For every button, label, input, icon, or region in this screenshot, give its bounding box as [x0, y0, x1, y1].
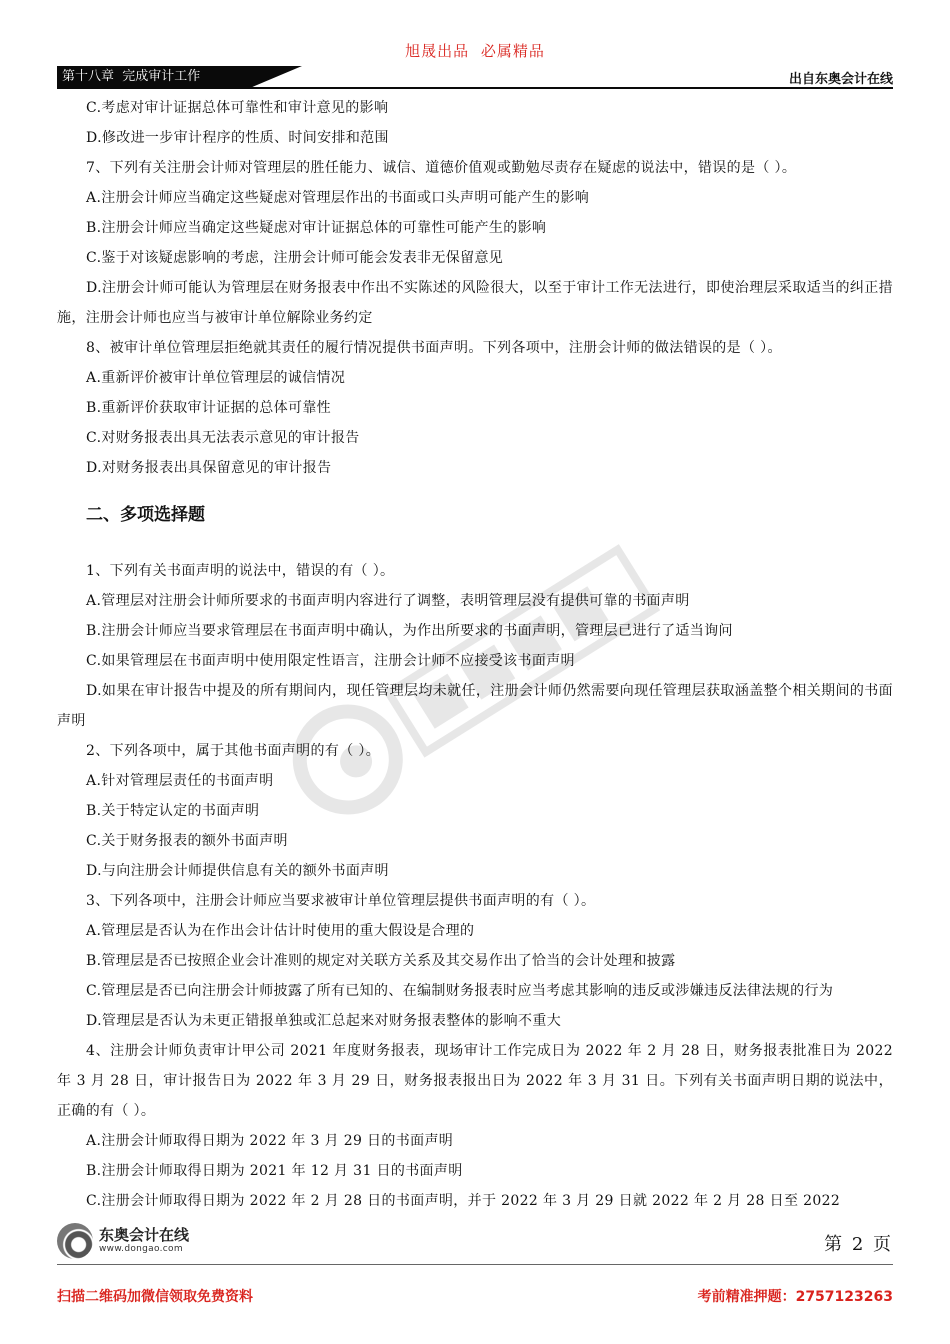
list-item: C.注册会计师取得日期为 2022 年 2 月 28 日的书面声明，并于 2022 年 3 月 29 日就 2022 年 2 月 28 日至 2022 — [86, 1193, 841, 1209]
dongao-logo-icon — [57, 1223, 93, 1259]
list-item: A.管理层是否认为在作出会计估计时使用的重大假设是合理的 — [86, 923, 475, 939]
list-item: D.注册会计师可能认为管理层在财务报表中作出不实陈述的风险很大，以至于审计工作无法进行，即使治理层采取适当的纠正措施，注册会计师也应当与被审计单位解除业务约定 — [57, 280, 893, 326]
list-item: C.对财务报表出具无法表示意见的审计报告 — [86, 430, 360, 446]
footer-logo — [57, 1221, 227, 1261]
top-banner: 旭晟出品 必属精品 — [405, 42, 545, 60]
section-title: 二、多项选择题 — [86, 505, 205, 525]
question-2: 2、下列各项中，属于其他书面声明的有（ ）。 — [86, 743, 381, 759]
logo-url: www.dongao.com — [99, 1244, 183, 1254]
list-item: D.与向注册会计师提供信息有关的额外书面声明 — [86, 863, 389, 879]
list-item: D.管理层是否认为未更正错报单独或汇总起来对财务报表整体的影响不重大 — [86, 1013, 562, 1029]
list-item: B.关于特定认定的书面声明 — [86, 803, 260, 819]
question-8: 8、被审计单位管理层拒绝就其责任的履行情况提供书面声明。下列各项中，注册会计师的做法错误的是（ ）。 — [86, 340, 782, 356]
list-item: A.管理层对注册会计师所要求的书面声明内容进行了调整，表明管理层没有提供可靠的书面声明 — [86, 593, 690, 609]
list-item: A.针对管理层责任的书面声明 — [86, 773, 274, 789]
list-item: C.管理层是否已向注册会计师披露了所有已知的、在编制财务报表时应当考虑其影响的违反或涉嫌违反法律法规的行为 — [86, 983, 834, 999]
list-item: A.注册会计师应当确定这些疑虑对管理层作出的书面或口头声明可能产生的影响 — [86, 190, 590, 206]
question-7: 7、下列有关注册会计师对管理层的胜任能力、诚信、道德价值观或勤勉尽责存在疑虑的说法中，错误的是（ ）。 — [86, 160, 797, 176]
header-slant-decoration — [250, 66, 302, 88]
list-item: D.修改进一步审计程序的性质、时间安排和范围 — [86, 130, 389, 146]
list-item: B.管理层是否已按照企业会计准则的规定对关联方关系及其交易作出了恰当的会计处理和披露 — [86, 953, 676, 969]
footer-promo-left: 扫描二维码加微信领取免费资料 — [57, 1289, 253, 1305]
chapter-title: 第十八章 完成审计工作 — [57, 66, 250, 88]
list-item: C.关于财务报表的额外书面声明 — [86, 833, 288, 849]
page-content — [57, 93, 893, 1216]
list-item: B.注册会计师应当要求管理层在书面声明中确认，为作出所要求的书面声明，管理层已进行了适当询问 — [86, 623, 733, 639]
footer-divider — [57, 1264, 893, 1265]
list-item: D.如果在审计报告中提及的所有期间内，现任管理层均未就任，注册会计师仍然需要向现任管理层获取涵盖整个相关期间的书面声明 — [57, 683, 893, 729]
list-item: A.注册会计师取得日期为 2022 年 3 月 29 日的书面声明 — [86, 1133, 454, 1149]
list-item: C.考虑对审计证据总体可靠性和审计意见的影响 — [86, 100, 389, 116]
footer-promo-right: 考前精准押题：2757123263 — [697, 1289, 893, 1305]
list-item: B.注册会计师应当确定这些疑虑对审计证据总体的可靠性可能产生的影响 — [86, 220, 547, 236]
logo-name: 东奥会计在线 — [99, 1226, 190, 1244]
list-item: C.如果管理层在书面声明中使用限定性语言，注册会计师不应接受该书面声明 — [86, 653, 575, 669]
page-number: 第 2 页 — [824, 1234, 893, 1255]
list-item: B.重新评价获取审计证据的总体可靠性 — [86, 400, 332, 416]
list-item: A.重新评价被审计单位管理层的诚信情况 — [86, 370, 346, 386]
list-item: B.注册会计师取得日期为 2021 年 12 月 31 日的书面声明 — [86, 1163, 463, 1179]
header-source: 出自东奥会计在线 — [788, 72, 893, 87]
question-4: 4、注册会计师负责审计甲公司 2021 年度财务报表，现场审计工作完成日为 2022 年 2 月 28 日，财务报表批准日为 2022 年 3 月 28 日，审计报告日为 2022 年 3 月 29 日，财务报表报出日为 2022 年 3 月 31 日。下列有关书面声明日期的说法中，正确的有（ ）。 — [57, 1043, 893, 1119]
list-item: C.鉴于对该疑虑影响的考虑，注册会计师可能会发表非无保留意见 — [86, 250, 504, 266]
list-item: D.对财务报表出具保留意见的审计报告 — [86, 460, 332, 476]
page-header — [57, 66, 893, 88]
question-3: 3、下列各项中，注册会计师应当要求被审计单位管理层提供书面声明的有（ ）。 — [86, 893, 596, 909]
question-1: 1、下列有关书面声明的说法中，错误的有（ ）。 — [86, 563, 395, 579]
header-divider — [57, 87, 893, 89]
